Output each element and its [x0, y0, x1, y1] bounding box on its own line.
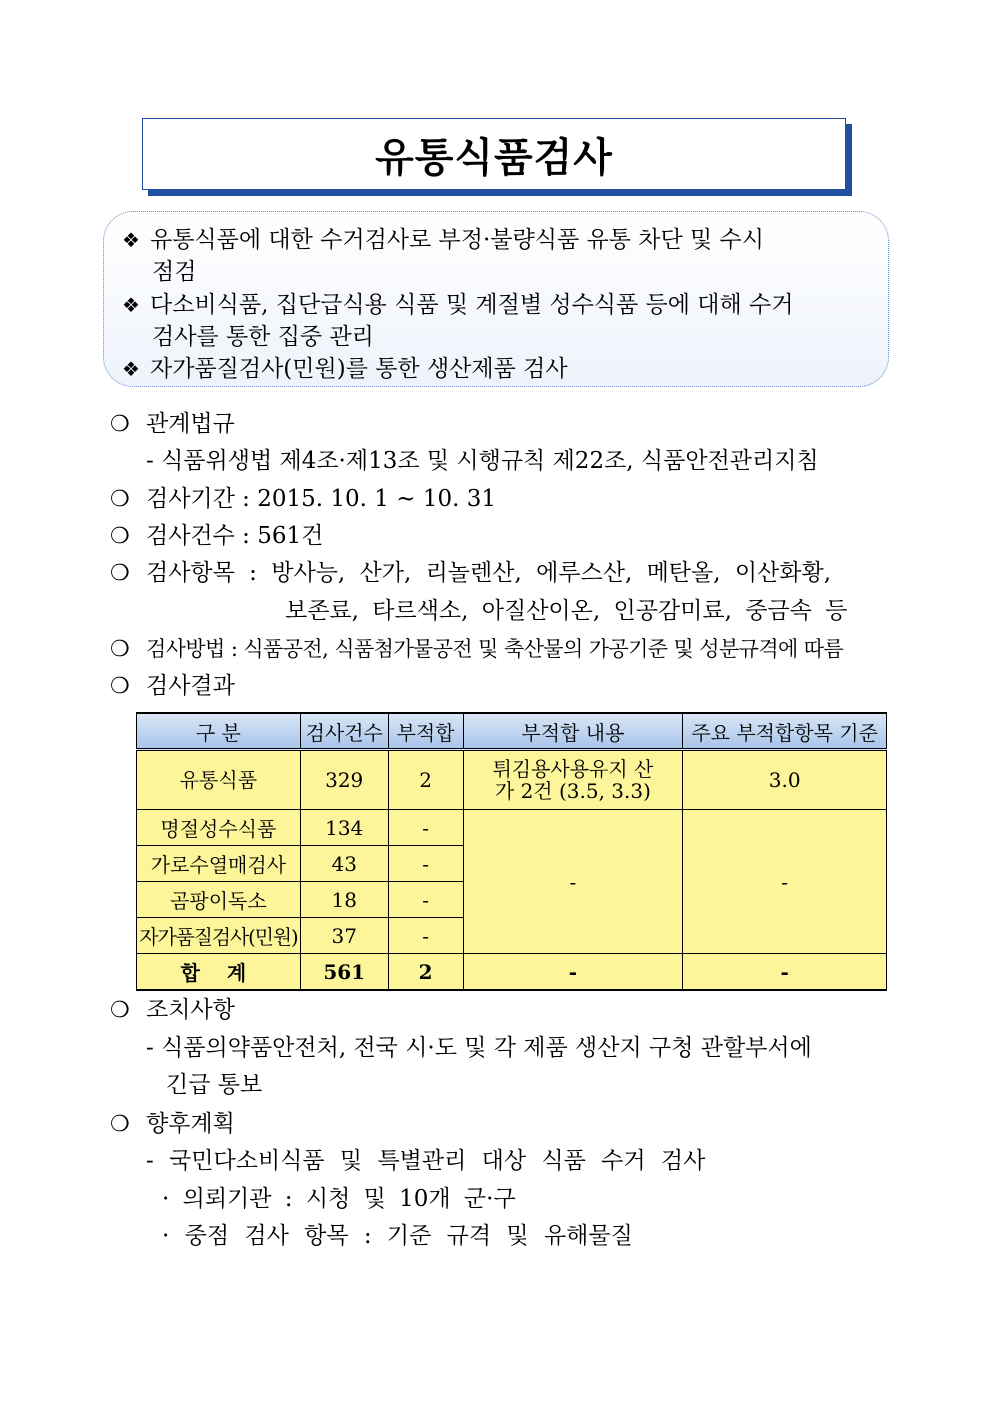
diamond-bullet-icon: ❖	[122, 228, 140, 252]
circle-bullet-icon: ❍	[110, 674, 130, 699]
cell-fail: -	[388, 918, 463, 954]
cell-standard: -	[683, 954, 887, 991]
cell-fail: -	[388, 882, 463, 918]
cell-name: 자가품질검사(민원)	[137, 918, 301, 954]
diamond-bullet-icon: ❖	[122, 357, 140, 381]
header-category: 구 분	[137, 713, 301, 750]
table-header-row	[137, 713, 887, 750]
title-banner	[142, 118, 848, 192]
circle-bullet-icon: ❍	[110, 487, 130, 512]
title-box	[142, 118, 846, 190]
action-detail: - 식품의약품안전처, 전국 시·도 및 각 제품 생산지 구청 관할부서에	[146, 1035, 812, 1061]
page-title: 유통식품검사	[375, 134, 613, 181]
cell-count: 134	[300, 810, 388, 846]
circle-bullet-icon: ❍	[110, 412, 130, 437]
table-total-row	[137, 954, 887, 991]
circle-bullet-icon: ❍	[110, 524, 130, 549]
summary-box	[103, 211, 889, 387]
diamond-bullet-icon: ❖	[122, 293, 140, 317]
cell-name: 명절성수식품	[137, 810, 301, 846]
cell-fail: -	[388, 810, 463, 846]
section-plan	[110, 1107, 235, 1142]
cell-name: 유통식품	[137, 750, 301, 810]
cell-standard: 3.0	[683, 750, 887, 810]
action-cont: 긴급 통보	[166, 1072, 263, 1098]
section-label: 조치사항	[146, 997, 235, 1023]
header-content: 부적합 내용	[463, 713, 683, 750]
section-method	[110, 632, 843, 667]
summary-text: 유통식품에 대한 수거검사로 부정·불량식품 유통 차단 및 수시	[150, 227, 764, 253]
section-count	[110, 519, 323, 554]
section-label: 검사건수 : 561건	[146, 523, 324, 549]
table-row	[137, 810, 887, 846]
section-label: 검사결과	[146, 673, 235, 699]
cell-standard-merged: -	[683, 810, 887, 954]
cell-name: 가로수열매검사	[137, 846, 301, 882]
section-action	[110, 993, 235, 1028]
cell-fail: 2	[388, 750, 463, 810]
plan-sub-2: · 중점 검사 항목 : 기준 규격 및 유해물질	[162, 1223, 633, 1249]
header-count: 검사건수	[300, 713, 388, 750]
cell-name: 합 계	[137, 954, 301, 991]
section-law	[110, 407, 235, 442]
summary-item	[122, 289, 793, 321]
section-items	[110, 556, 831, 591]
cell-count: 37	[300, 918, 388, 954]
section-period	[110, 482, 496, 517]
cell-content: 튀김용사용유지 산가 2건 (3.5, 3.3)	[463, 750, 683, 810]
header-standard: 주요 부적합항목 기준	[683, 713, 887, 750]
circle-bullet-icon: ❍	[110, 1112, 130, 1137]
summary-item	[122, 353, 568, 385]
cell-name: 곰팡이독소	[137, 882, 301, 918]
items-cont: 보존료, 타르색소, 아질산이온, 인공감미료, 중금속 등	[285, 598, 848, 624]
cell-content: -	[463, 954, 683, 991]
summary-item-cont: 검사를 통한 집중 관리	[152, 324, 374, 350]
result-table	[136, 712, 887, 991]
table-row	[137, 750, 887, 810]
header-fail: 부적합	[388, 713, 463, 750]
summary-item	[122, 224, 764, 256]
summary-text: 다소비식품, 집단급식용 식품 및 계절별 성수식품 등에 대해 수거	[150, 292, 794, 318]
law-detail: - 식품위생법 제4조·제13조 및 시행규칙 제22조, 식품안전관리지침	[146, 448, 819, 474]
section-label: 향후계획	[146, 1111, 235, 1137]
summary-item-cont: 점검	[152, 259, 197, 285]
cell-count: 43	[300, 846, 388, 882]
cell-count: 561	[300, 954, 388, 991]
cell-count: 18	[300, 882, 388, 918]
cell-fail: -	[388, 846, 463, 882]
section-label: 검사기간 : 2015. 10. 1 ~ 10. 31	[146, 486, 496, 512]
circle-bullet-icon: ❍	[110, 561, 130, 586]
circle-bullet-icon: ❍	[110, 637, 130, 662]
section-label: 관계법규	[146, 411, 235, 437]
section-result	[110, 669, 235, 704]
circle-bullet-icon: ❍	[110, 998, 130, 1023]
section-label: 검사방법 : 식품공전, 식품첨가물공전 및 축산물의 가공기준 및 성분규격에 따름	[146, 637, 844, 661]
summary-text: 자가품질검사(민원)를 통한 생산제품 검사	[150, 356, 568, 382]
cell-content-merged: -	[463, 810, 683, 954]
plan-sub-1: · 의뢰기관 : 시청 및 10개 군·구	[162, 1186, 516, 1212]
cell-count: 329	[300, 750, 388, 810]
section-label: 검사항목 : 방사능, 산가, 리놀렌산, 에루스산, 메탄올, 이산화황,	[146, 560, 832, 586]
cell-fail: 2	[388, 954, 463, 991]
plan-detail: - 국민다소비식품 및 특별관리 대상 식품 수거 검사	[146, 1148, 706, 1174]
